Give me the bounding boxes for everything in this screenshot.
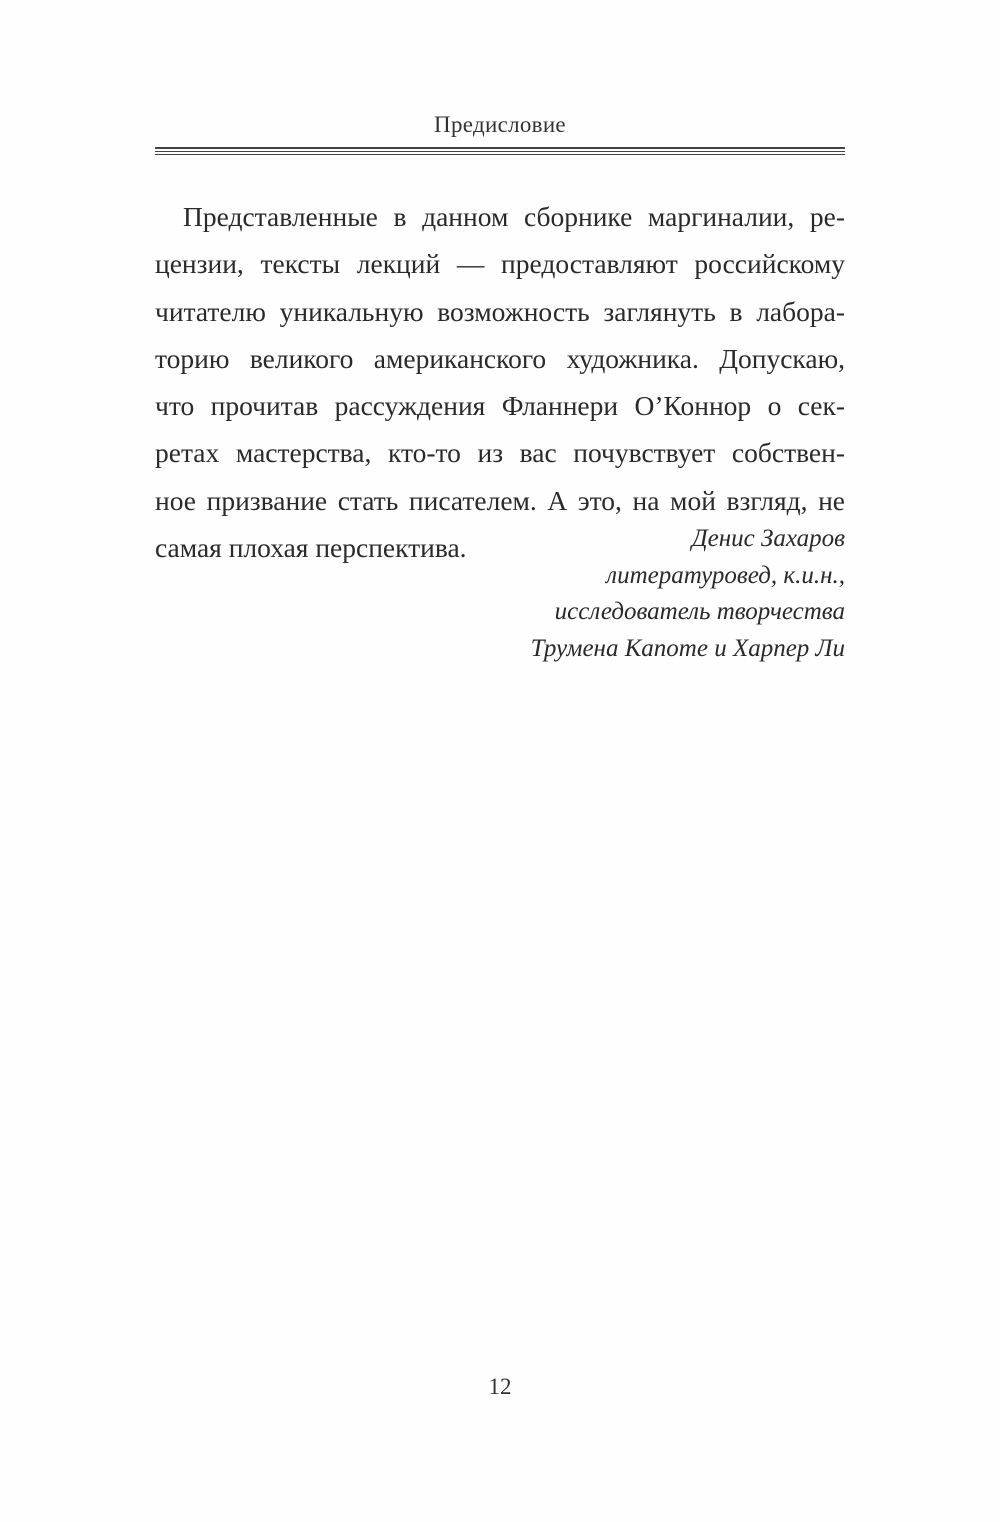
signature-block (245, 521, 845, 667)
header-rule-thin (155, 151, 845, 152)
page-number: 12 (488, 1374, 512, 1399)
header-rule-thick (155, 147, 845, 149)
text-line: самая плохая перспектива. (155, 532, 467, 564)
text-line: ное призвание стать писателем. А это, на мой взгляд, не (155, 484, 845, 516)
author-name: Денис Захаров (691, 525, 845, 552)
text-line: ретах мастерства, кто-то из вас почувствует собствен- (155, 437, 845, 469)
text-line: цензии, тексты лекций — предоставляют российскому (155, 248, 845, 280)
author-role: исследователь творчества (554, 598, 845, 625)
running-title: Предисловие (434, 112, 566, 137)
text-line: читателю уникальную возможность заглянуть в лабора- (155, 295, 845, 327)
author-subject: Трумена Капоте и Харпер Ли (530, 634, 845, 662)
text-line: что прочитав рассуждения Фланнери О’Коннор о сек- (155, 390, 845, 422)
text-line: Представленные в данном сборнике маргиналии, ре- (183, 201, 845, 232)
text-line: торию великого американского художника. Допускаю, (155, 342, 845, 374)
author-title: литературовед, к.и.н., (606, 561, 845, 589)
body-paragraph (155, 193, 845, 571)
header-rule-thin (155, 154, 845, 155)
